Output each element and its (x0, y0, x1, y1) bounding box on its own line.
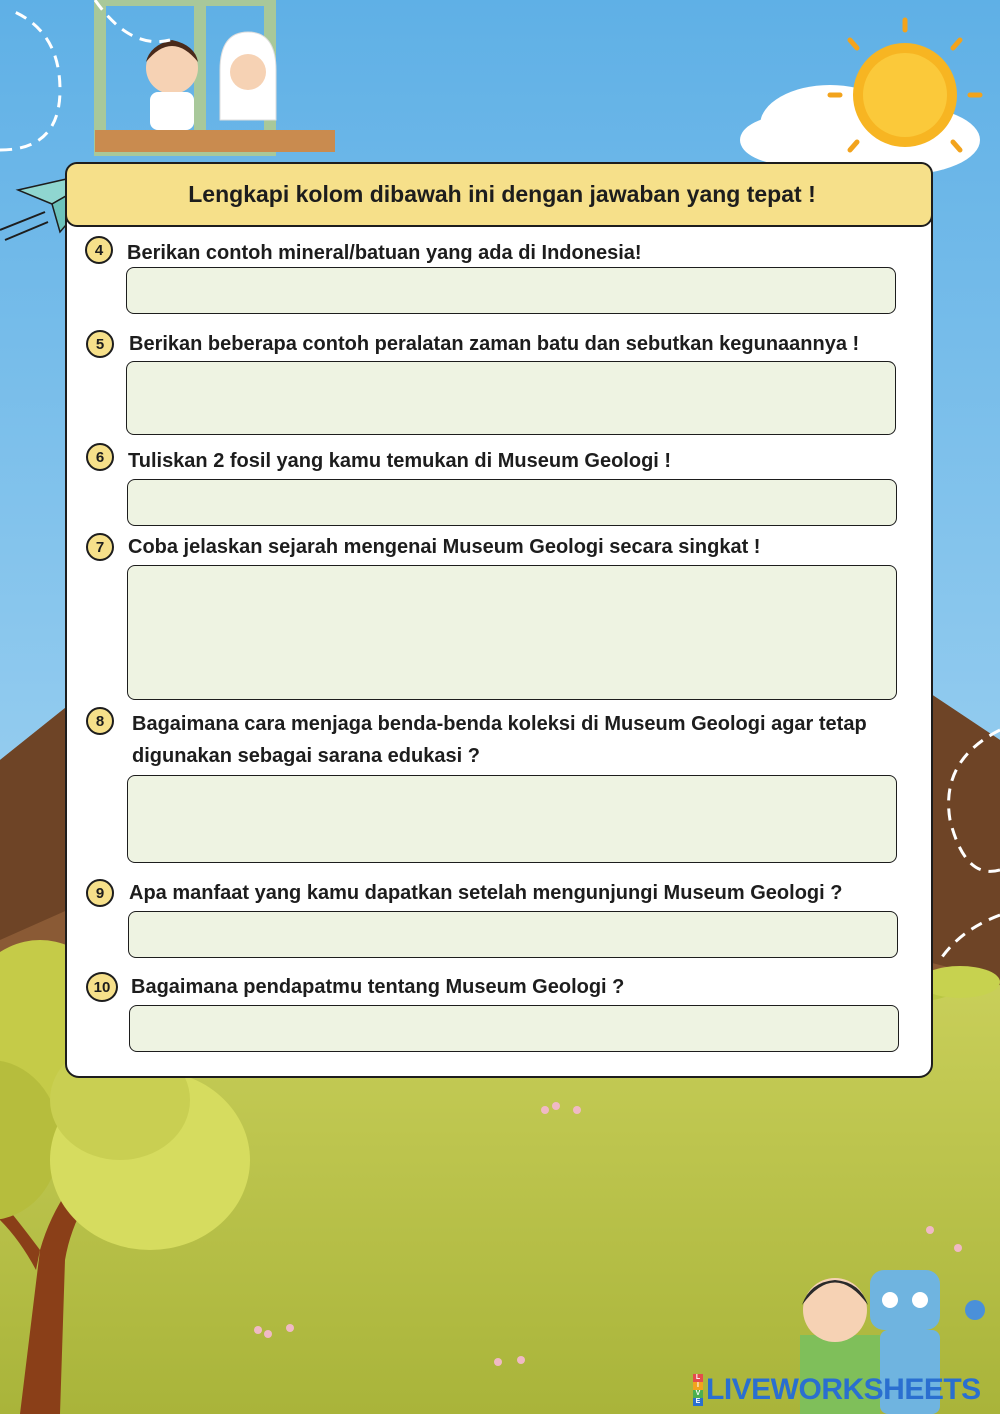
question-number-8: 8 (86, 707, 114, 735)
answer-field-6[interactable] (127, 479, 897, 526)
logo-letter-v: V (693, 1390, 703, 1398)
question-number-9: 9 (86, 879, 114, 907)
instruction-title: Lengkapi kolom dibawah ini dengan jawaban yang tepat ! (188, 181, 816, 207)
liveworksheets-logo[interactable] (693, 1372, 981, 1408)
logo-letter-l: L (693, 1374, 703, 1382)
answer-field-5[interactable] (126, 361, 896, 435)
logo-letter-i: I (693, 1382, 703, 1390)
instruction-banner (65, 162, 933, 227)
question-text-6: Tuliskan 2 fosil yang kamu temukan di Museum Geologi ! (128, 450, 672, 472)
question-number-4: 4 (85, 236, 113, 264)
answer-field-8[interactable] (127, 775, 897, 863)
liveworksheets-logo-mark (693, 1374, 703, 1406)
answer-field-4[interactable] (126, 267, 896, 314)
question-number-6: 6 (86, 443, 114, 471)
answer-field-10[interactable] (129, 1005, 899, 1052)
question-number-7: 7 (86, 533, 114, 561)
question-text-10: Bagaimana pendapatmu tentang Museum Geologi ? (131, 976, 625, 998)
question-text-8: Bagaimana cara menjaga benda-benda koleksi di Museum Geologi agar tetap digunakan sebagai sarana edukasi ? (132, 713, 867, 767)
liveworksheets-brand-text: LIVEWORKSHEETS (706, 1373, 981, 1406)
answer-field-7[interactable] (127, 565, 897, 700)
question-text-5: Berikan beberapa contoh peralatan zaman batu dan sebutkan kegunaannya ! (129, 333, 860, 355)
question-number-5: 5 (86, 330, 114, 358)
question-text-9: Apa manfaat yang kamu dapatkan setelah mengunjungi Museum Geologi ? (129, 882, 843, 904)
answer-field-9[interactable] (128, 911, 898, 958)
question-text-4: Berikan contoh mineral/batuan yang ada di Indonesia! (127, 242, 642, 264)
question-number-10: 10 (86, 972, 118, 1002)
question-text-7: Coba jelaskan sejarah mengenai Museum Geologi secara singkat ! (128, 536, 761, 558)
logo-letter-e: E (693, 1398, 703, 1406)
